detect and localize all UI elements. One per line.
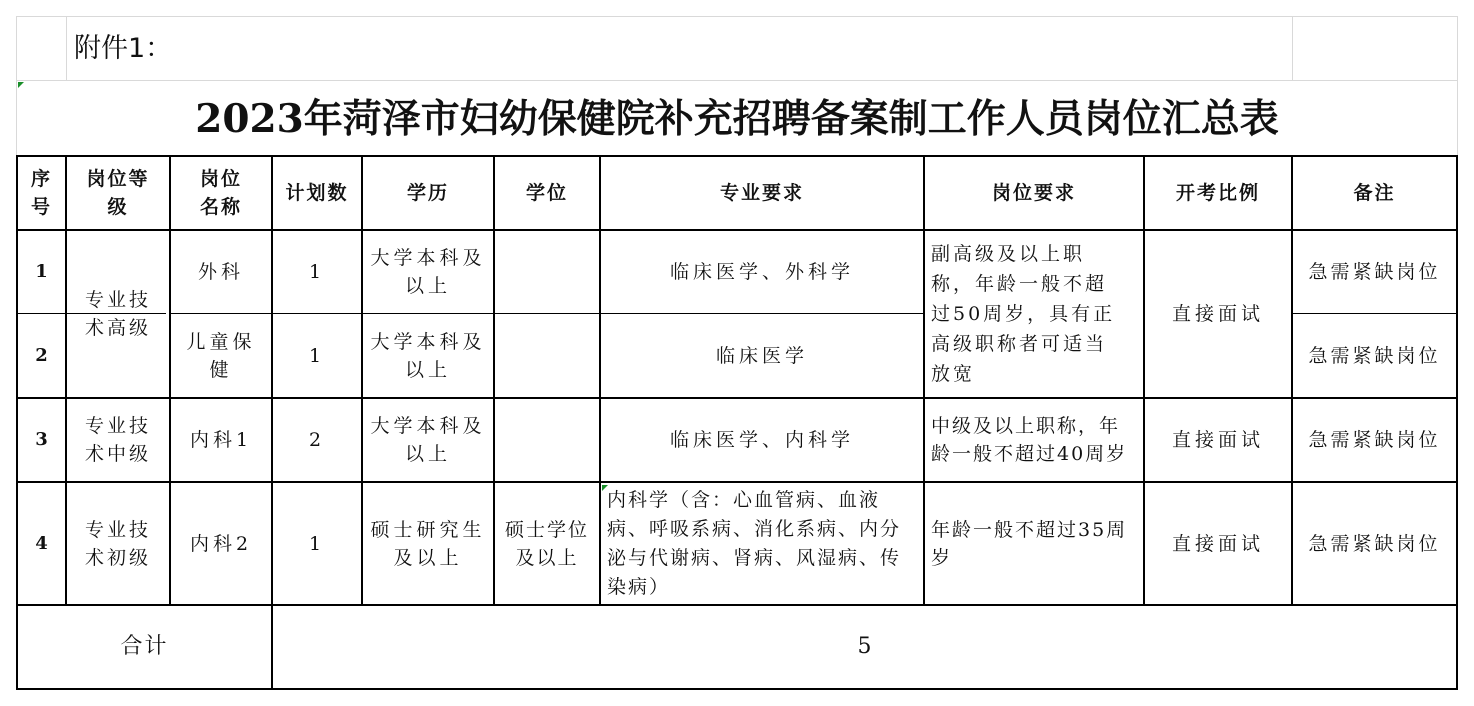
row-3-degree bbox=[495, 399, 599, 481]
gridline bbox=[1292, 16, 1293, 80]
row-4-name: 内科2 bbox=[189, 532, 253, 555]
row-2-plan: 1 bbox=[308, 344, 326, 367]
row-2-major: 临床医学 bbox=[715, 344, 808, 367]
row-4-degree: 硕士学位及以上 bbox=[504, 518, 589, 569]
row-3-level: 专业技术中级 bbox=[84, 415, 151, 465]
header-remark: 备注 bbox=[1353, 182, 1396, 204]
row-4-remark: 急需紧缺岗位 bbox=[1308, 532, 1441, 555]
row-3-seq: 3 bbox=[35, 429, 48, 450]
header-plan: 计划数 bbox=[285, 182, 349, 204]
total-value: 5 bbox=[857, 634, 872, 659]
row-1-remark: 急需紧缺岗位 bbox=[1308, 261, 1441, 283]
row-3-remark: 急需紧缺岗位 bbox=[1308, 429, 1441, 451]
header-level: 岗位等级 bbox=[86, 168, 150, 218]
row-1-seq: 1 bbox=[35, 261, 48, 282]
row-2-remark: 急需紧缺岗位 bbox=[1308, 344, 1441, 367]
row-4-plan: 1 bbox=[308, 532, 326, 555]
table-border bbox=[16, 688, 1458, 690]
row-4-seq: 4 bbox=[35, 532, 48, 554]
row-4-education: 硕士研究生及以上 bbox=[370, 518, 486, 569]
row-3-major: 临床医学、内科学 bbox=[669, 429, 854, 451]
rows-1-2-ratio: 直接面试 bbox=[1171, 303, 1264, 325]
row-1-education: 大学本科及以上 bbox=[370, 247, 486, 297]
row-3-plan: 2 bbox=[308, 429, 326, 451]
gridline bbox=[16, 80, 1458, 81]
header-requirement: 岗位要求 bbox=[991, 182, 1076, 204]
page-title: 2023年菏泽市妇幼保健院补充招聘备案制工作人员岗位汇总表 bbox=[195, 95, 1279, 142]
row-4-level: 专业技术初级 bbox=[84, 518, 151, 569]
header-seq: 序号 bbox=[30, 168, 52, 218]
row-1-name: 外科 bbox=[197, 261, 244, 283]
row-1-plan: 1 bbox=[308, 261, 326, 283]
header-major: 专业要求 bbox=[719, 182, 804, 204]
row-3-requirement: 中级及以上职称，年龄一般不超过40周岁 bbox=[931, 415, 1128, 465]
row-4-major: 内科学（含：心血管病、血液病、呼吸系病、消化系病、内分泌与代谢病、肾病、风湿病、传染病） bbox=[607, 488, 902, 598]
header-ratio: 开考比例 bbox=[1175, 182, 1260, 204]
rows-1-2-level: 专业技术高级 bbox=[84, 289, 151, 339]
attachment-label: 附件1： bbox=[74, 32, 173, 64]
header-degree: 学位 bbox=[525, 182, 568, 204]
total-label: 合计 bbox=[120, 634, 169, 659]
row-4-requirement: 年龄一般不超过35周岁 bbox=[931, 518, 1128, 569]
rows-1-2-requirement: 副高级及以上职称，年龄一般不超过50周岁，具有正高级职称者可适当放宽 bbox=[931, 243, 1116, 385]
row-4-ratio: 直接面试 bbox=[1171, 532, 1264, 555]
row-1-major: 临床医学、外科学 bbox=[669, 261, 854, 283]
header-name: 岗位名称 bbox=[199, 168, 242, 218]
row-2-education: 大学本科及以上 bbox=[370, 330, 486, 381]
row-2-seq: 2 bbox=[35, 344, 48, 366]
table-border bbox=[1456, 155, 1458, 690]
row-3-name: 内科1 bbox=[189, 429, 253, 451]
row-3-ratio: 直接面试 bbox=[1171, 429, 1264, 451]
header-education: 学历 bbox=[406, 182, 449, 204]
row-3-education: 大学本科及以上 bbox=[370, 415, 486, 465]
row-2-degree bbox=[495, 314, 599, 397]
row-1-degree bbox=[495, 231, 599, 313]
row-2-name: 儿童保健 bbox=[186, 330, 256, 381]
